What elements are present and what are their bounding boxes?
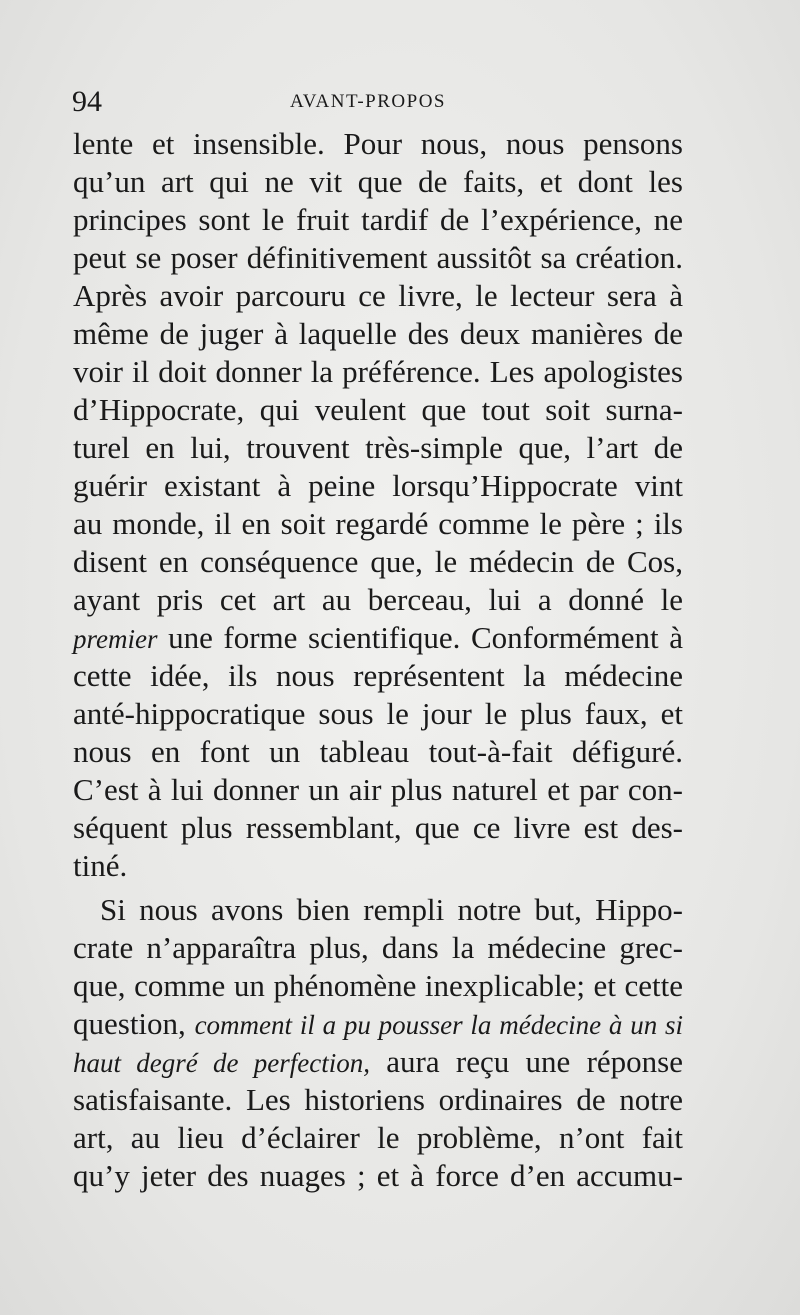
text-fragment: aura reçu une réponse <box>370 1044 683 1079</box>
text-fragment: question, <box>73 1006 195 1041</box>
text-line: Si nous avons bien rempli notre but, Hippo- <box>100 892 683 927</box>
text-line: turel en lui, trouvent très-simple que, l’art de <box>73 430 683 465</box>
text-line: qu’y jeter des nuages ; et à force d’en accumu- <box>73 1158 683 1193</box>
text-line: d’Hippocrate, qui veulent que tout soit surna- <box>73 392 683 427</box>
text-line: au monde, il en soit regardé comme le père ; ils <box>73 506 683 541</box>
text-line: cette idée, ils nous représentent la médecine <box>73 658 683 693</box>
text-line: qu’un art qui ne vit que de faits, et dont les <box>73 164 683 199</box>
italic-word: premier <box>73 624 158 654</box>
text-line: principes sont le fruit tardif de l’expérience, ne <box>73 202 683 237</box>
text-line: disent en conséquence que, le médecin de Cos, <box>73 544 683 579</box>
text-fragment: une forme scientifique. Conformément à <box>157 620 683 655</box>
italic-phrase: haut degré de perfection, <box>73 1048 371 1078</box>
running-head: AVANT-PROPOS <box>290 91 446 112</box>
text-line: que, comme un phénomène inexplicable; et cette <box>73 968 683 1003</box>
text-line <box>73 1005 683 1043</box>
text-line: lente et insensible. Pour nous, nous pensons <box>73 126 683 161</box>
text-line: peut se poser définitivement aussitôt sa création. <box>73 240 683 275</box>
text-line: ayant pris cet art au berceau, lui a donné le <box>73 582 683 617</box>
text-line: C’est à lui donner un air plus naturel et par con- <box>73 772 683 807</box>
text-line: art, au lieu d’éclairer le problème, n’ont fait <box>73 1120 683 1155</box>
text-line: Après avoir parcouru ce livre, le lecteur sera à <box>73 278 683 313</box>
text-line <box>73 1043 683 1081</box>
text-line: même de juger à laquelle des deux manières de <box>73 316 683 351</box>
paragraph-1 <box>73 125 683 885</box>
text-line: satisfaisante. Les historiens ordinaires de notre <box>73 1082 683 1117</box>
text-line: voir il doit donner la préférence. Les apologistes <box>73 354 683 389</box>
text-line: guérir existant à peine lorsqu’Hippocrate vint <box>73 468 683 503</box>
text-line: nous en font un tableau tout-à-fait défiguré. <box>73 734 683 769</box>
text-line: anté-hippocratique sous le jour le plus faux, et <box>73 696 683 731</box>
text-line <box>73 619 683 657</box>
italic-phrase: comment il a pu pousser la médecine à un si <box>194 1010 683 1040</box>
paragraph-2 <box>73 891 683 1195</box>
text-line: crate n’apparaîtra plus, dans la médecine grec- <box>73 930 683 965</box>
text-line: séquent plus ressemblant, que ce livre est des- <box>73 810 683 845</box>
page-number: 94 <box>72 85 102 118</box>
text-line: tiné. <box>73 848 128 883</box>
body-text <box>73 125 683 1195</box>
